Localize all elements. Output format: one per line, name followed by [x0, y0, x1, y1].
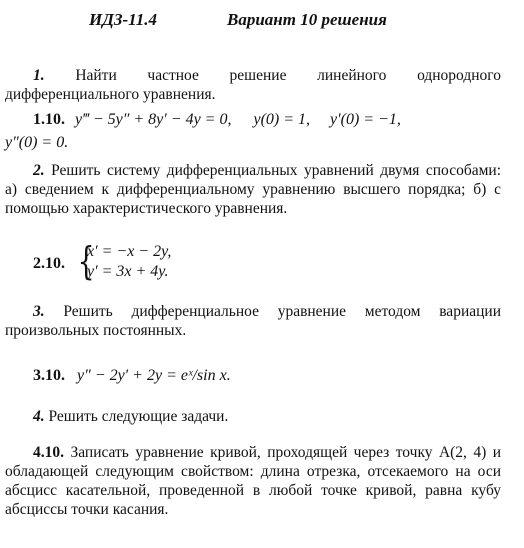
- task4-problem-text: Записать уравнение кривой, проходящей через точку A(2, 4) и обладающей следующим свойством: длина отрезка, отсекаемого на оси абсцисс касательной, проведенной в любой точке кривой, равна кубу абсциссы точки касания.: [5, 444, 502, 518]
- task2-equation-2: y′ = 3x + 4y.: [87, 263, 169, 280]
- task2-statement: [5, 161, 501, 218]
- task1-sub-number: 1.10.: [33, 111, 65, 128]
- task1-initial-condition-1: y(0) = 1,: [253, 111, 311, 128]
- task1-initial-condition-2: y′(0) = −1,: [330, 111, 401, 128]
- task1-number: 1.: [33, 67, 45, 84]
- task4-statement: [5, 407, 501, 426]
- task3-equation-line: [33, 367, 231, 385]
- task2-number: 2.: [33, 162, 45, 179]
- task1-initial-condition-line: [5, 134, 68, 152]
- variant-title: Вариант 10 решения: [227, 10, 387, 29]
- system-brace: {: [77, 239, 95, 283]
- task3-sub-number: 3.10.: [33, 367, 65, 384]
- task4-number: 4.: [33, 408, 45, 425]
- task3-number: 3.: [33, 303, 45, 320]
- task2-system: [33, 239, 253, 285]
- task4-problem: [5, 443, 501, 519]
- task1-initial-condition-3: y″(0) = 0.: [5, 134, 69, 151]
- task3-equation: y″ − 2y′ + 2y = eˣ/sin x.: [77, 367, 231, 384]
- task2-text: Решить систему дифференциальных уравнений двумя способами: а) сведением к дифференциальному уравнению высшего порядка; б) с помощью характеристического уравнения.: [5, 162, 501, 217]
- task3-text: Решить дифференциальное уравнение методом вариации произвольных постоянных.: [5, 303, 502, 339]
- task1-statement: [5, 66, 501, 104]
- assignment-code: ИДЗ-11.4: [89, 10, 157, 29]
- task1-equation-line: [33, 111, 401, 129]
- task1-text: Найти частное решение линейного однородного дифференциального уравнения.: [5, 67, 502, 103]
- task3-statement: [5, 302, 501, 340]
- task2-equation-1: x′ = −x − 2y,: [87, 243, 172, 260]
- task4-sub-number: 4.10.: [33, 444, 64, 461]
- task4-text: Решить следующие задачи.: [48, 408, 229, 425]
- task2-sub-number: 2.10.: [33, 255, 65, 272]
- task1-equation: y‴ − 5y″ + 8y′ − 4y = 0,: [75, 111, 232, 128]
